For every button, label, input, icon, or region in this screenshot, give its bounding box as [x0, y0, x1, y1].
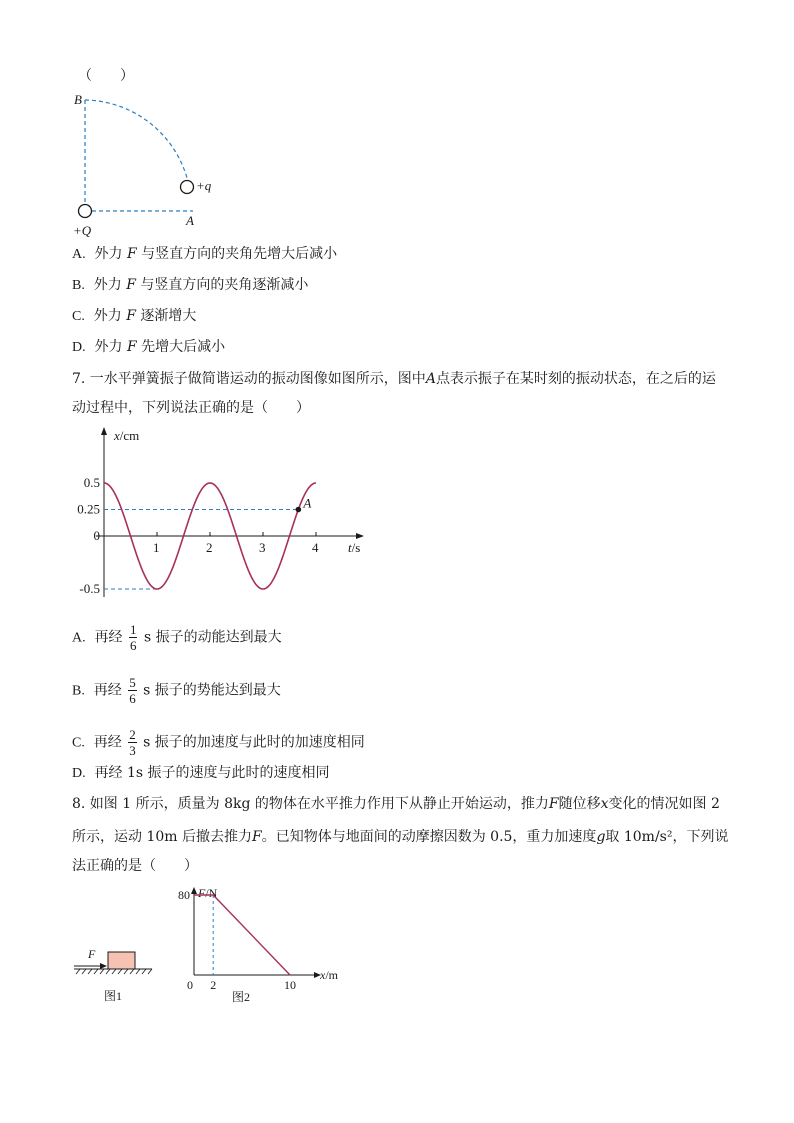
arc-path [85, 100, 189, 186]
y-tick-label-80: 80 [178, 888, 190, 902]
q7-option-b[interactable]: B. 再经 $\frac{5}{6}$ s 振子的势能达到最大 [72, 675, 281, 706]
label-plus-Q: +Q [73, 223, 92, 238]
figure-2-caption: 图2 [232, 990, 251, 1004]
q6-option-d[interactable]: D. 外力 F 先增大后减小 [72, 339, 226, 355]
x-axis-label: t/s [348, 540, 361, 555]
y-tick-label-3: -0.5 [79, 581, 100, 596]
x-tick-label-10: 10 [284, 978, 296, 992]
q6-answer-blank: （ ） [78, 68, 134, 84]
force-arrow-head [100, 963, 107, 969]
y-axis-label: F/N [198, 886, 218, 900]
x-tick-label-2: 2 [210, 978, 217, 992]
charge-q-circle [181, 181, 194, 194]
q6-option-c[interactable]: C. 外力 F 逐渐增大 [72, 308, 197, 324]
q6-figure [70, 92, 210, 237]
x-tick-label-2: 2 [206, 540, 213, 555]
fraction-5-6: $\frac{5}{6}$ [129, 675, 136, 706]
q6-option-b[interactable]: B. 外力 F 与竖直方向的夹角逐渐减小 [72, 277, 309, 293]
y-tick-label-0: 0.5 [83, 475, 100, 490]
q8-stem-line1: 8. 如图 1 所示，质量为 8kg 的物体在水平推力作用下从静止开始运动，推力F随位移x变化的情况如图 2 [72, 796, 720, 812]
force-label: F [88, 947, 96, 961]
q7-option-d[interactable]: D. 再经 1s 振子的速度与此时的速度相同 [72, 765, 330, 781]
y-tick-label-2: 0 [93, 528, 100, 543]
q7-option-a[interactable]: A. 再经 $\frac{1}{6}$ s 振子的动能达到最大 [72, 622, 282, 653]
block [108, 952, 135, 969]
label-plus-q: +q [196, 178, 212, 193]
label-B: B [74, 92, 82, 107]
point-A [296, 507, 302, 513]
x-tick-label-4: 4 [312, 540, 319, 555]
label-A: A [186, 213, 194, 228]
q8-stem-line3: 法正确的是（ ） [72, 858, 198, 874]
x-tick-label-3: 3 [259, 540, 266, 555]
y-axis-label: x/cm [114, 428, 140, 443]
ground-hatching [76, 969, 152, 974]
y-axis-arrow [191, 887, 197, 894]
y-tick-label-1: 0.25 [77, 501, 100, 517]
point-A-label: A [303, 495, 312, 511]
q7-vibration-chart [72, 425, 372, 603]
figure-1-caption: 图1 [104, 989, 123, 1003]
fraction-2-3: $\frac{2}{3}$ [129, 727, 136, 758]
fraction-1-6: $\frac{1}{6}$ [129, 622, 137, 653]
q8-figure-1 [72, 940, 162, 1010]
q7-option-c[interactable]: C. 再经 $\frac{2}{3}$ s 振子的加速度与此时的加速度相同 [72, 727, 365, 758]
q7-stem-line2: 动过程中，下列说法正确的是（ ） [72, 400, 310, 416]
q6-option-a[interactable]: A. 外力 F 与竖直方向的夹角先增大后减小 [72, 246, 338, 262]
x-tick-label-0: 0 [187, 978, 193, 992]
x-axis-label: x/m [320, 968, 338, 982]
q8-force-chart [170, 885, 340, 1010]
x-tick-label-1: 1 [153, 540, 160, 555]
q7-stem-line1: 7. 一水平弹簧振子做简谐运动的振动图像如图所示，图中A点表示振子在某时刻的振动状态，在之后的运 [72, 371, 716, 387]
x-axis-arrow [356, 533, 364, 539]
series-line-force [194, 895, 290, 975]
charge-Q-circle [79, 205, 92, 218]
q8-stem-line2: 所示，运动 10m 后撤去推力F。已知物体与地面间的动摩擦因数为 0.5，重力加速度g取 10m/s²，下列说 [72, 829, 729, 845]
y-axis-arrow [101, 427, 107, 435]
